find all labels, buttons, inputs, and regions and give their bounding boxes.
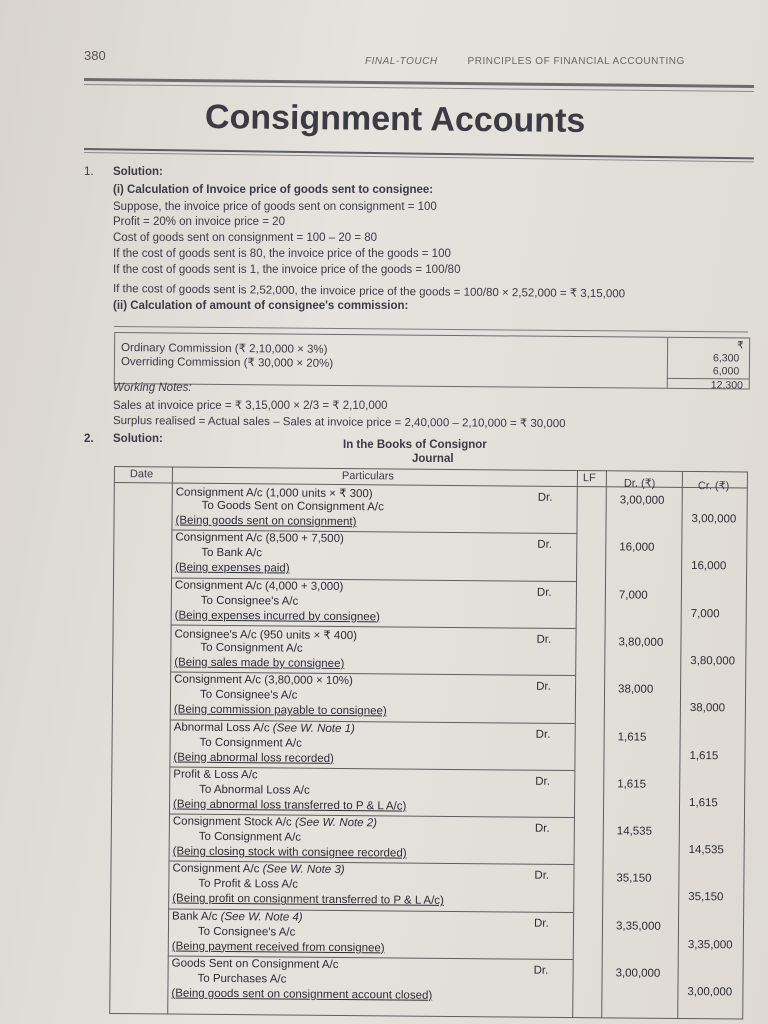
q1-part-i-heading: (i) Calculation of Invoice price of goods sent to consignee: (113, 184, 434, 196)
col-header-particulars: Particulars (341, 469, 394, 483)
journal-dr-mark: Dr. (534, 822, 550, 835)
journal-cr-amount: 35,150 (688, 891, 724, 904)
journal-dr-amount: 3,35,000 (615, 920, 661, 933)
journal-dr-mark: Dr. (537, 538, 553, 552)
journal-debit-line: Consignee's A/c (950 units × ₹ 400) (174, 628, 358, 643)
journal-dr-amount: 1,615 (617, 730, 647, 744)
journal-debit-line: Consignment A/c (4,000 + 3,000) (174, 579, 344, 593)
journal-heading: Journal (412, 453, 454, 465)
journal-narration: (Being expenses paid) (175, 561, 290, 575)
journal-dr-mark: Dr. (536, 680, 551, 694)
journal-dr-amount: 7,000 (618, 589, 648, 602)
commission-currency: ₹ (737, 340, 744, 352)
chapter-title: Consignment Accounts (204, 98, 586, 140)
commission-row-amount: 6,000 (712, 365, 740, 378)
working-notes-label: Working Notes: (113, 382, 192, 394)
journal-debit-line: Consignment Stock A/c (See W. Note 2) (172, 815, 378, 830)
journal-credit-line: To Consignee's A/c (197, 925, 296, 939)
col-header-dr: Dr. (₹) (623, 477, 656, 490)
journal-credit-line: To Consignment A/c (199, 736, 302, 750)
journal-narration: (Being goods sent on consignment) (175, 514, 357, 529)
journal-dr-mark: Dr. (537, 491, 553, 504)
commission-row-amount: 6,300 (712, 352, 740, 365)
journal-credit-line: To Consignee's A/c (199, 688, 298, 702)
journal-cr-amount: 3,35,000 (687, 938, 733, 952)
journal-narration: (Being commission payable to consignee) (173, 703, 387, 718)
working-note-reference: (See W. Note 1) (269, 721, 355, 735)
journal-debit-line: Consignment A/c (3,80,000 × 10%) (174, 673, 353, 688)
working-note: Sales at invoice price = ₹ 3,15,000 × 2/3 = ₹ 2,10,000 (113, 400, 388, 412)
col-header-lf: LF (582, 472, 596, 485)
journal-dr-amount: 14,535 (616, 825, 653, 838)
q2-solution-label: Solution: (113, 433, 163, 445)
journal-cr-amount: 14,535 (688, 844, 724, 857)
commission-table-top-rule (114, 326, 748, 333)
journal-debit-line: Profit & Loss A/c (173, 768, 258, 782)
journal-credit-line: To Purchases A/c (197, 972, 287, 986)
journal-credit-line: To Bank A/c (201, 547, 263, 560)
commission-row-label: Ordinary Commission (₹ 2,10,000 × 3%) (121, 342, 328, 356)
commission-table (114, 332, 750, 390)
q1-line: Suppose, the invoice price of goods sent on consignment = 100 (113, 201, 437, 213)
journal-cr-amount: 1,615 (689, 749, 719, 762)
journal-dr-amount: 1,615 (617, 778, 647, 791)
journal-credit-line: To Consignment A/c (200, 641, 303, 655)
series-name: FINAL-TOUCH (365, 56, 438, 67)
journal-cr-amount: 3,00,000 (691, 513, 737, 526)
commission-row-label: Overriding Commission (₹ 30,000 × 20%) (120, 356, 334, 370)
journal-cr-amount: 38,000 (689, 702, 726, 715)
q1-line: If the cost of goods sent is 80, the invoice price of the goods = 100 (113, 248, 451, 260)
journal-dr-mark: Dr. (533, 917, 549, 930)
q1-line: If the cost of goods sent is 1, the invoice price of the goods = 100/80 (113, 264, 461, 276)
books-heading: In the Books of Consignor (343, 439, 487, 451)
journal-narration: (Being profit on consignment transferred to P & L A/c) (172, 892, 444, 908)
working-note-reference: (See W. Note 4) (217, 910, 303, 924)
q1-part-ii-heading: (ii) Calculation of amount of consignee's commission: (113, 300, 409, 312)
col-header-date: Date (129, 468, 154, 481)
journal-debit-line: Abnormal Loss A/c (See W. Note 1) (173, 721, 355, 735)
journal-credit-line: To Profit & Loss A/c (198, 878, 299, 892)
journal-credit-line: To Consignment A/c (198, 830, 302, 844)
journal-narration: (Being abnormal loss recorded) (173, 751, 334, 765)
journal-dr-mark: Dr. (536, 586, 552, 599)
journal-narration: (Being sales made by consignee) (174, 656, 345, 670)
journal-dr-amount: 38,000 (618, 683, 654, 696)
journal-credit-line: To Goods Sent on Consignment A/c (201, 499, 384, 514)
journal-dr-mark: Dr. (535, 728, 551, 741)
q2-number: 2. (84, 433, 94, 445)
journal-credit-line: To Consignee's A/c (200, 594, 299, 608)
q1-line: Profit = 20% on invoice price = 20 (113, 216, 285, 228)
journal-cr-amount: 16,000 (691, 560, 727, 573)
q1-line: Cost of goods sent on consignment = 100 – 20 = 80 (113, 232, 378, 244)
working-note: Surplus realised = Actual sales – Sales at invoice price = 2,40,000 – 2,10,000 = ₹ 30,000 (112, 415, 566, 431)
journal-narration: (Being goods sent on consignment account closed) (171, 987, 433, 1002)
header-rule (84, 78, 754, 88)
journal-table (109, 466, 748, 1020)
working-note-reference: (See W. Note 3) (259, 863, 345, 877)
journal-dr-mark: Dr. (535, 775, 551, 788)
journal-dr-amount: 3,00,000 (615, 967, 661, 980)
journal-dr-amount: 3,80,000 (618, 636, 664, 649)
book-title: PRINCIPLES OF FINANCIAL ACCOUNTING (467, 56, 685, 67)
journal-cr-amount: 7,000 (690, 607, 720, 620)
q1-line: If the cost of goods sent is 2,52,000, the invoice price of the goods = 100/80 × 2,52,000 = ₹ 3,15,000 (112, 283, 626, 301)
journal-narration: (Being abnormal loss transferred to P & L A/c) (172, 798, 407, 813)
journal-cr-amount: 1,615 (689, 796, 718, 810)
journal-dr-mark: Dr. (536, 633, 552, 646)
commission-table-divider (667, 338, 668, 388)
journal-dr-amount: 16,000 (619, 541, 655, 555)
journal-cr-amount: 3,00,000 (687, 986, 733, 999)
journal-narration: (Being expenses incurred by consignee) (174, 609, 380, 623)
journal-debit-line: Bank A/c (See W. Note 4) (172, 910, 303, 924)
running-header (365, 56, 685, 67)
journal-narration: (Being payment received from consignee) (171, 940, 385, 955)
q1-solution-label: Solution: (113, 166, 163, 178)
journal-debit-line: Consignment A/c (See W. Note 3) (172, 862, 345, 877)
commission-total: 12,300 (710, 379, 743, 392)
journal-dr-amount: 3,00,000 (619, 494, 665, 507)
journal-dr-amount: 35,150 (616, 872, 652, 886)
col-header-cr: Cr. (₹) (697, 480, 730, 493)
journal-narration: (Being closing stock with consignee recorded) (172, 845, 407, 860)
journal-debit-line: Goods Sent on Consignment A/c (171, 957, 339, 971)
q1-number: 1. (84, 166, 94, 178)
journal-dr-mark: Dr. (533, 964, 549, 977)
page-number: 380 (84, 48, 106, 63)
journal-cr-amount: 3,80,000 (690, 654, 736, 668)
journal-credit-line: To Abnormal Loss A/c (199, 783, 310, 797)
journal-dr-mark: Dr. (534, 870, 550, 883)
journal-debit-line: Consignment A/c (8,500 + 7,500) (175, 531, 344, 546)
working-note-reference: (See W. Note 2) (291, 816, 378, 830)
journal-debit-line: Consignment A/c (1,000 units × ₹ 300) (175, 486, 373, 501)
